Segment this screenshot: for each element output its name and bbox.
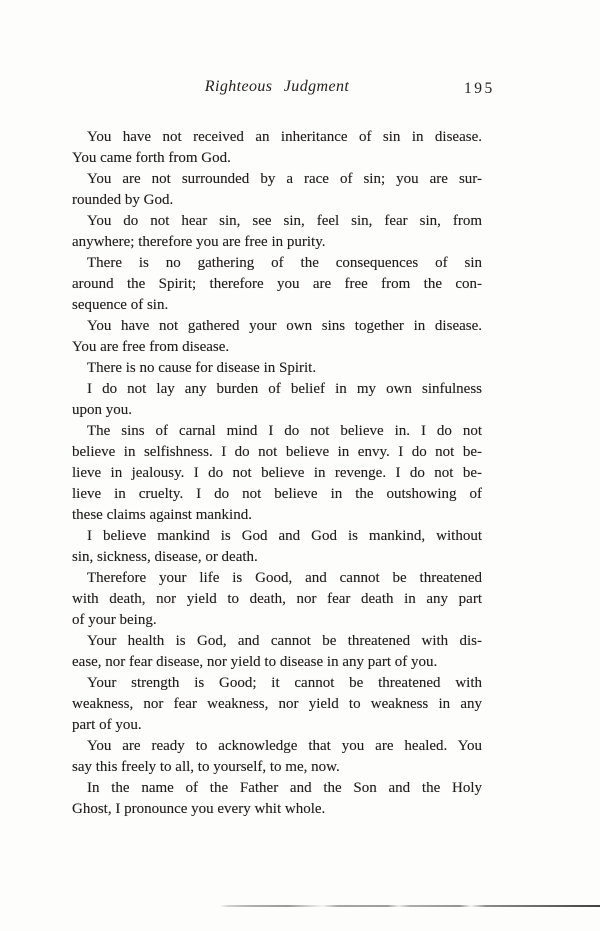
text-line: ease, nor fear disease, nor yield to disease in any part of you. — [72, 654, 438, 670]
paragraph — [72, 169, 482, 211]
text-line: sin, sickness, disease, or death. — [72, 549, 258, 565]
text-line: rounded by God. — [72, 192, 174, 208]
scan-artifact-line — [220, 905, 600, 907]
text-line: You have not received an inheritance of sin in disease. — [87, 129, 482, 145]
page-number: 195 — [464, 80, 495, 97]
text-line: There is no cause for disease in Spirit. — [87, 360, 317, 376]
body-text — [72, 127, 482, 820]
text-line: sequence of sin. — [72, 297, 169, 313]
text-line: In the name of the Father and the Son and the Holy — [87, 780, 482, 796]
text-line: The sins of carnal mind I do not believe in. I do not — [87, 423, 482, 439]
page-header — [72, 78, 482, 100]
text-line: lieve in cruelty. I do not believe in the outshowing of — [72, 486, 482, 502]
text-line: Therefore your life is Good, and cannot be threatened — [87, 570, 482, 586]
text-line: I do not lay any burden of belief in my own sinfulness — [87, 381, 482, 397]
text-line: You do not hear sin, see sin, feel sin, fear sin, from — [87, 213, 482, 229]
text-line: upon you. — [72, 402, 132, 418]
text-line: around the Spirit; therefore you are free from the con- — [72, 276, 482, 292]
paragraph — [72, 736, 482, 778]
text-line: lieve in jealousy. I do not believe in revenge. I do not be- — [72, 465, 482, 481]
paragraph — [72, 631, 482, 673]
paragraph — [72, 568, 482, 631]
text-line: with death, nor yield to death, nor fear death in any part — [72, 591, 482, 607]
text-line: these claims against mankind. — [72, 507, 252, 523]
paragraph — [72, 526, 482, 568]
paragraph — [72, 127, 482, 169]
text-line: You came forth from God. — [72, 150, 231, 166]
text-line: anywhere; therefore you are free in purity. — [72, 234, 326, 250]
paragraph — [72, 673, 482, 736]
text-line: believe in selfishness. I do not believe in envy. I do not be- — [72, 444, 482, 460]
paragraph — [72, 316, 482, 358]
text-line: You are free from disease. — [72, 339, 230, 355]
running-title: Righteous Judgment — [204, 78, 350, 95]
text-line: Your strength is Good; it cannot be threatened with — [87, 675, 482, 691]
text-line: part of you. — [72, 717, 142, 733]
text-line: You have not gathered your own sins together in disease. — [87, 318, 482, 334]
text-line: Ghost, I pronounce you every whit whole. — [72, 801, 326, 817]
text-line: say this freely to all, to yourself, to me, now. — [72, 759, 340, 775]
text-line: I believe mankind is God and God is mankind, without — [87, 528, 482, 544]
text-line: You are not surrounded by a race of sin; you are sur- — [87, 171, 482, 187]
text-line: weakness, nor fear weakness, nor yield to weakness in any — [72, 696, 482, 712]
paragraph — [72, 358, 482, 379]
text-line: There is no gathering of the consequences of sin — [87, 255, 482, 271]
text-line: of your being. — [72, 612, 157, 628]
paragraph — [72, 253, 482, 316]
text-line: Your health is God, and cannot be threatened with dis- — [87, 633, 482, 649]
paragraph — [72, 379, 482, 421]
paragraph — [72, 421, 482, 526]
paragraph — [72, 778, 482, 820]
text-line: You are ready to acknowledge that you are healed. You — [87, 738, 482, 754]
paragraph — [72, 211, 482, 253]
